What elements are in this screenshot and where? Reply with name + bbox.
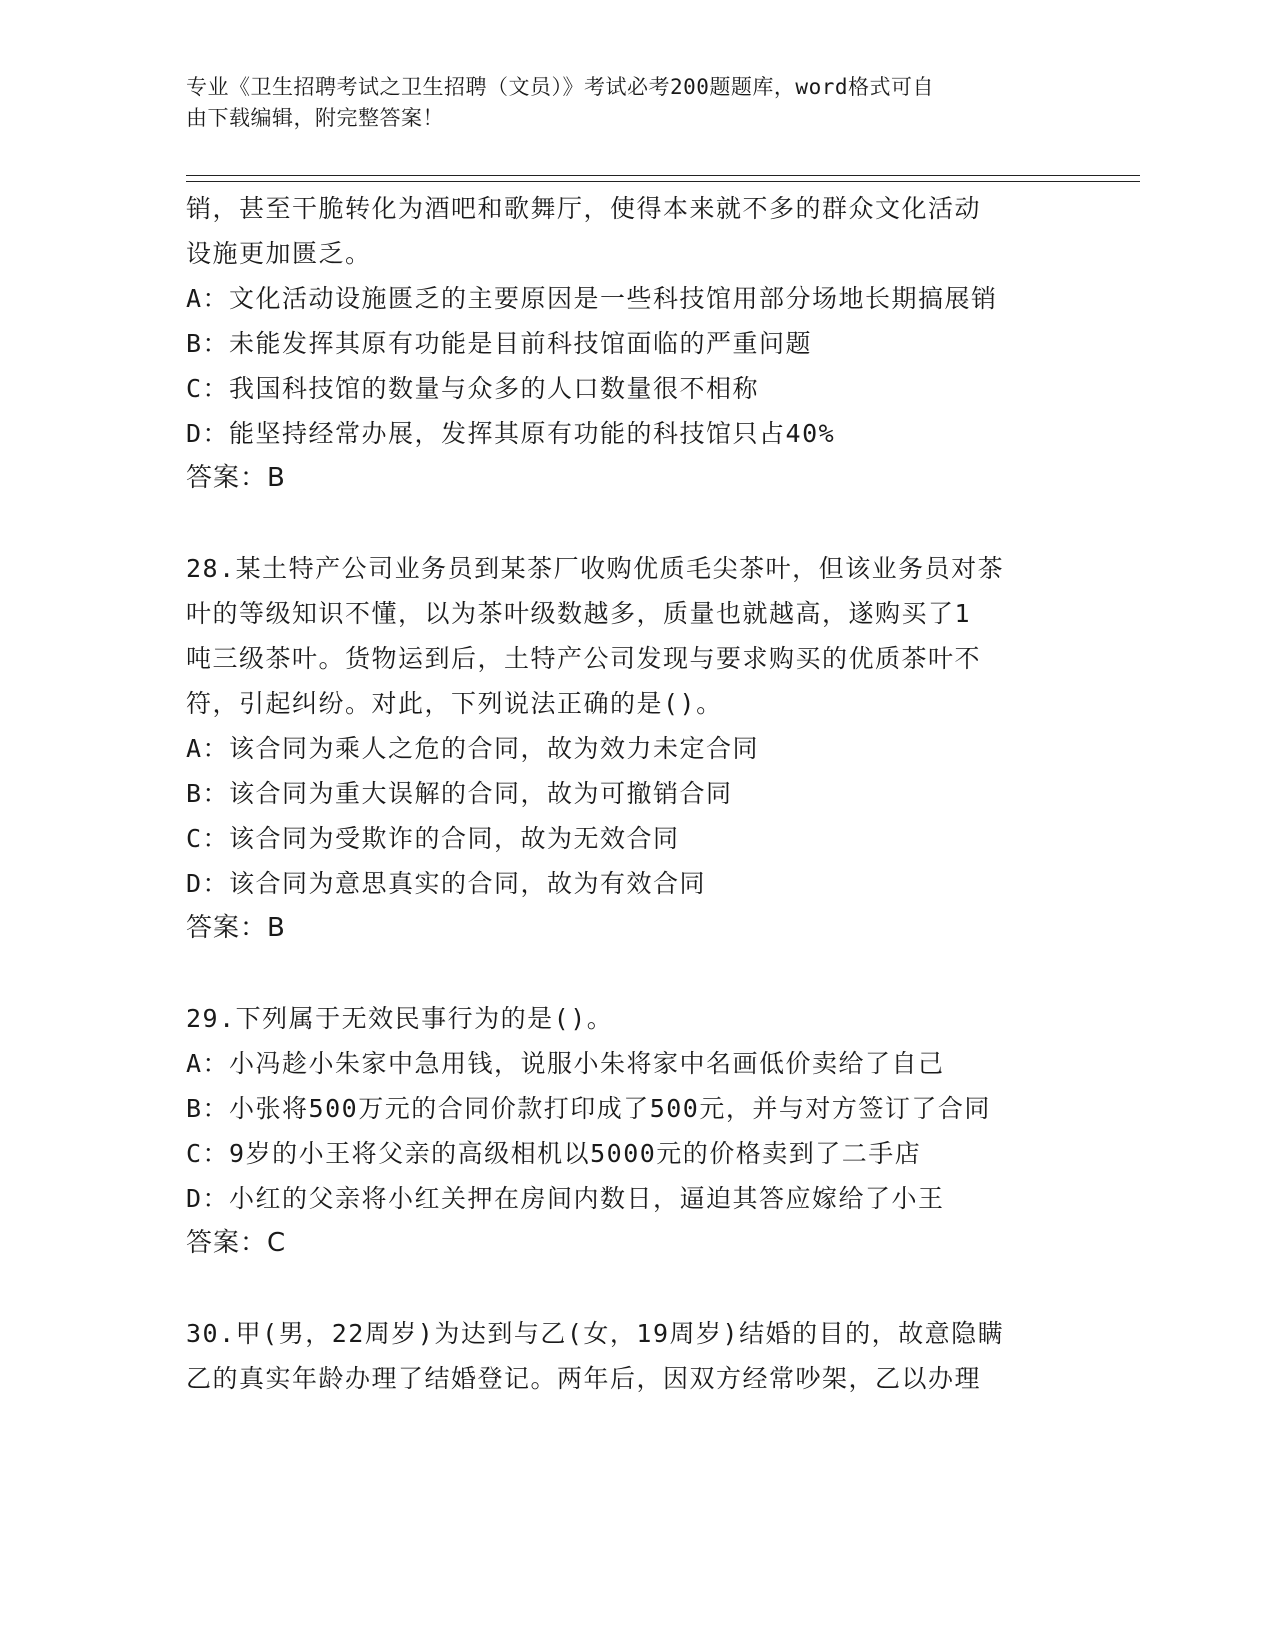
- question-stem-line: 符，引起纠纷。对此，下列说法正确的是()。: [186, 689, 723, 718]
- answer-line: 答案：B: [186, 913, 286, 943]
- question-spacer: [186, 951, 1086, 996]
- option-a: A：文化活动设施匮乏的主要原因是一些科技馆用部分场地长期搞展销: [186, 284, 998, 313]
- header-divider-bottom: [186, 181, 1140, 182]
- option-b: B：该合同为重大误解的合同，故为可撤销合同: [186, 779, 733, 808]
- option-c: C：该合同为受欺诈的合同，故为无效合同: [186, 824, 680, 853]
- header-title-line-2: 由下载编辑，附完整答案！: [186, 106, 444, 130]
- header-divider-top: [186, 175, 1140, 176]
- option-b: B：小张将500万元的合同价款打印成了500元，并与对方签订了合同: [186, 1094, 991, 1123]
- option-c: C：9岁的小王将父亲的高级相机以5000元的价格卖到了二手店: [186, 1139, 922, 1168]
- question-stem-line: 叶的等级知识不懂，以为茶叶级数越多，质量也就越高，遂购买了1: [186, 599, 972, 628]
- option-b: B：未能发挥其原有功能是目前科技馆面临的严重问题: [186, 329, 813, 358]
- question-content: [186, 186, 1086, 1401]
- option-a: A：小冯趁小朱家中急用钱，说服小朱将家中名画低价卖给了自己: [186, 1049, 945, 1078]
- question-stem-line: 30.甲(男，22周岁)为达到与乙(女，19周岁)结婚的目的，故意隐瞒: [186, 1319, 1005, 1348]
- answer-line: 答案：B: [186, 463, 286, 493]
- question-29-block: [186, 996, 1086, 1266]
- option-d: D：该合同为意思真实的合同，故为有效合同: [186, 869, 707, 898]
- option-d: D：能坚持经常办展，发挥其原有功能的科技馆只占40%: [186, 419, 836, 448]
- question-28-block: [186, 546, 1086, 951]
- question-spacer: [186, 1266, 1086, 1311]
- question-stem-line: 28.某土特产公司业务员到某茶厂收购优质毛尖茶叶，但该业务员对茶: [186, 554, 1005, 583]
- question-stem-line: 销，甚至干脆转化为酒吧和歌舞厅，使得本来就不多的群众文化活动: [186, 194, 982, 223]
- question-stem-line: 29.下列属于无效民事行为的是()。: [186, 1004, 614, 1033]
- question-27-block: [186, 186, 1086, 501]
- question-stem-line: 吨三级茶叶。货物运到后，土特产公司发现与要求购买的优质茶叶不: [186, 644, 982, 673]
- header-title-line-1: 专业《卫生招聘考试之卫生招聘（文员）》考试必考200题题库，word格式可自: [186, 75, 934, 99]
- option-a: A：该合同为乘人之危的合同，故为效力未定合同: [186, 734, 760, 763]
- question-stem-line: 乙的真实年龄办理了结婚登记。两年后，因双方经常吵架，乙以办理: [186, 1364, 982, 1393]
- option-c: C：我国科技馆的数量与众多的人口数量很不相称: [186, 374, 760, 403]
- answer-line: 答案：C: [186, 1228, 287, 1258]
- question-30-block: [186, 1311, 1086, 1401]
- option-d: D：小红的父亲将小红关押在房间内数日，逼迫其答应嫁给了小王: [186, 1184, 945, 1213]
- page-header: [186, 72, 1066, 134]
- question-stem-line: 设施更加匮乏。: [186, 239, 372, 268]
- question-spacer: [186, 501, 1086, 546]
